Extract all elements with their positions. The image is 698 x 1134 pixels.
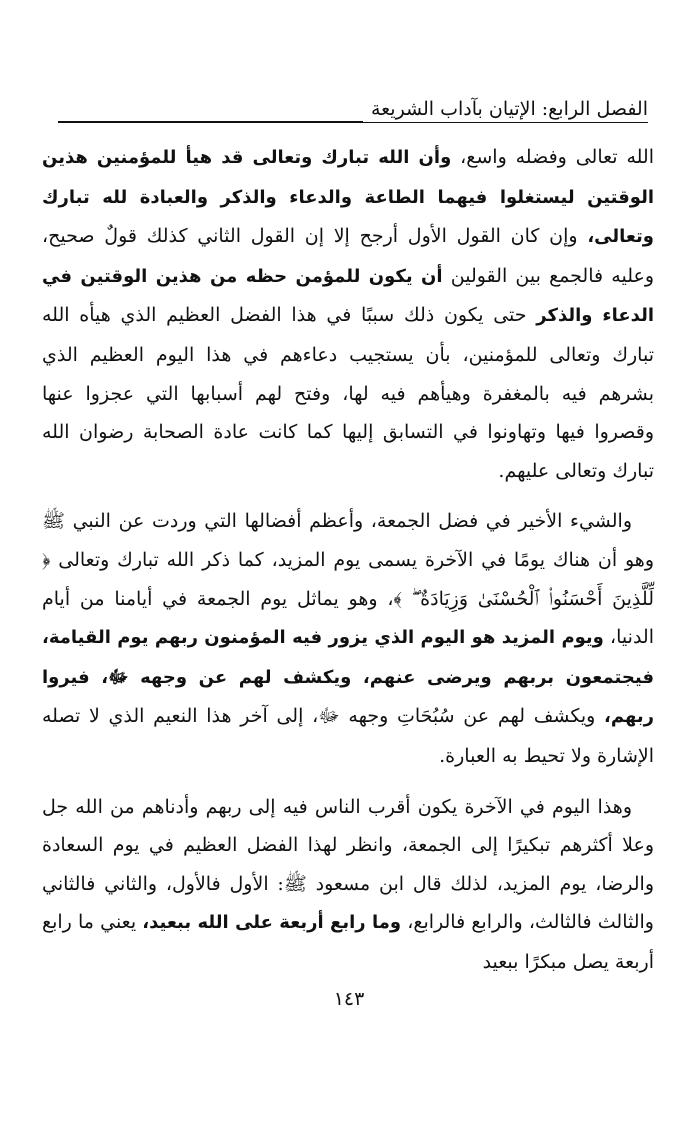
page-number: ١٤٣ bbox=[333, 988, 365, 1010]
paragraph-2 bbox=[42, 502, 654, 775]
text-segment: والشيء الأخير في فضل الجمعة، وأعظم أفضالها التي وردت عن النبي ﷺ وهو أن هناك يومًا في الآخرة يسمى يوم المزيد، كما ذكر الله تبارك وتعالى ﴿ لِّلَّذِينَ أَحْسَنُوا۟ ٱلْحُسْنَىٰ وَزِيَادَةٌ ۖ ﴾، وهو يماثل يوم الجمعة في أيامنا من أيام الدنيا، bbox=[42, 510, 654, 649]
bold-segment: ويوم المزيد هو اليوم الذي يزور فيه المؤمنون ربهم يوم القيامة، فيجتمعون بربهم ويرضى عنهم، ويكشف لهم عن وجهه ﷻ، فيروا ربهم، bbox=[42, 627, 654, 728]
paragraph-3 bbox=[42, 788, 654, 982]
text-segment: يعني ما رابع أربعة يصل مبكرًا ببعيد bbox=[42, 911, 654, 973]
running-header bbox=[58, 96, 648, 126]
text-segment: ويكشف لهم عن سُبُحَاتِ وجهه ﷻ، إلى آخر هذا النعيم الذي لا تصله الإشارة ولا تحيط به العبارة. bbox=[42, 705, 654, 767]
bold-segment: أن يكون للمؤمن حظه من هذين الوقتين في الدعاء والذكر bbox=[42, 265, 655, 327]
bold-segment: وما رابع أربعة على الله ببعيد، bbox=[142, 912, 402, 934]
body-text bbox=[42, 138, 654, 981]
text-segment: وإن كان القول الأول أرجح إلا إن القول الثاني كذلك قولٌ صحيح، وعليه فالجمع بين القولين bbox=[42, 225, 654, 287]
chapter-title: الفصل الرابع: الإتيان بآداب الشريعة bbox=[363, 96, 648, 122]
paragraph-1 bbox=[42, 138, 654, 490]
text-segment: الله تعالى وفضله واسع، bbox=[451, 146, 654, 168]
bold-segment: وأن الله تبارك وتعالى قد هيأ للمؤمنين هذين الوقتين ليستغلوا فيهما الطاعة والدعاء والذكر والعبادة لله تبارك وتعالى، bbox=[42, 147, 654, 248]
text-segment: حتى يكون ذلك سببًا في هذا الفضل العظيم الذي هيأه الله تبارك وتعالى للمؤمنين، بأن يستجيب دعاءهم في هذا اليوم العظيم الذي بشرهم فيه بالمغفرة وهيأهم فيه لها، وفتح لهم أسبابها التي عجزوا عنها وقصروا فيها وتهاونوا في التسابق إليها كما كانت عادة الصحابة رضوان الله تبارك وتعالى عليهم. bbox=[42, 304, 654, 482]
text-segment: وهذا اليوم في الآخرة يكون أقرب الناس فيه إلى ربهم وأدناهم من الله جل وعلا أكثرهم تبكيرًا إلى الجمعة، وانظر لهذا الفضل العظيم في يوم السعادة والرضا، يوم المزيد، لذلك قال ابن مسعود ﷺ: الأول فالأول، والثاني فالثاني والثالث فالثالث، والرابع فالرابع، bbox=[42, 795, 654, 934]
